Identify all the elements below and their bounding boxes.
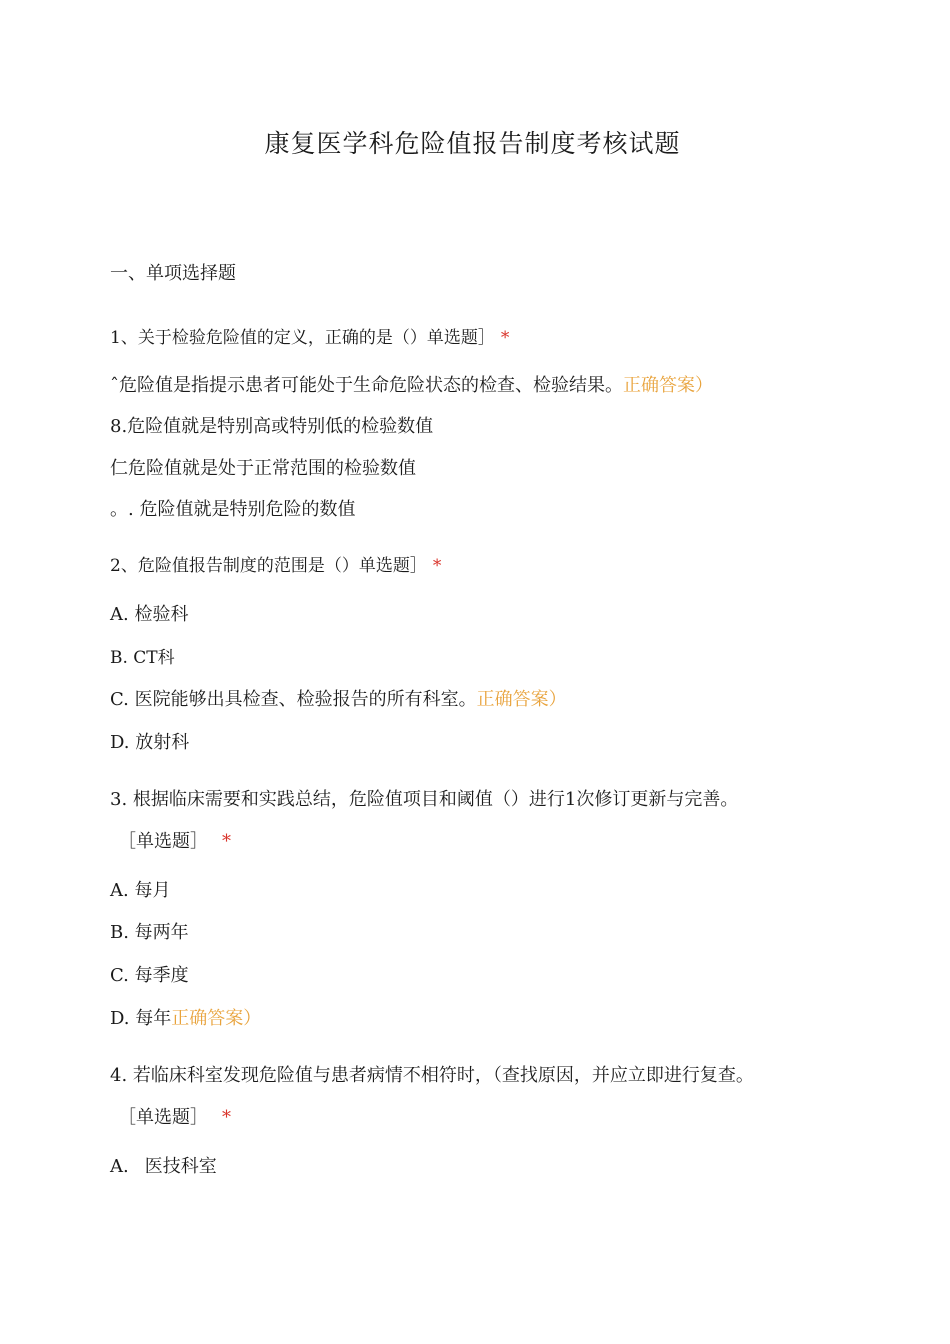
document-title: 康复医学科危险值报告制度考核试题 — [264, 129, 681, 158]
required-mark: * — [222, 831, 231, 852]
option-text: D. 每年 — [110, 1008, 172, 1029]
required-mark: * — [432, 556, 442, 576]
question-1-option-b — [110, 415, 433, 439]
option-text: A. 检验科 — [110, 604, 189, 625]
option-text: C. 每季度 — [110, 965, 189, 986]
question-stem-text: 1、关于检验危险值的定义，正确的是（）单选题］ — [110, 328, 495, 348]
option-text: 。. 危险值就是特别危险的数值 — [110, 499, 356, 520]
question-stem-text: 2、危险值报告制度的范围是（）单选题］ — [110, 556, 427, 576]
question-3-option-c — [110, 964, 189, 988]
required-mark: * — [500, 328, 510, 348]
option-text: C. 医院能够出具检查、检验报告的所有科室。 — [110, 689, 477, 710]
question-4-option-a — [110, 1155, 217, 1179]
question-type-tag: ［单选题］ — [118, 831, 208, 852]
option-label: A. — [110, 1156, 129, 1177]
correct-answer-note: 正确答案） — [171, 1008, 262, 1029]
option-text: ˆ危险值是指提示患者可能处于生命危险状态的检查、检验结果。 — [110, 375, 623, 396]
question-4-type-tag — [118, 1106, 231, 1130]
question-4-stem: 4. 若临床科室发现危险值与患者病情不相符时，（查找原因，并应立即进行复查。 — [110, 1065, 754, 1086]
question-1-option-a — [110, 374, 713, 398]
section-heading: 一、单项选择题 — [110, 263, 236, 284]
option-text: A. 每月 — [110, 880, 171, 901]
option-text: 8.危险值就是特别高或特别低的检验数值 — [110, 416, 434, 437]
question-2-option-c — [110, 688, 567, 712]
option-text: 仁危险值就是处于正常范围的检验数值 — [110, 458, 416, 479]
option-text: B. CT科 — [110, 648, 175, 668]
question-2-option-d — [110, 731, 189, 755]
option-text: B. 每两年 — [110, 922, 189, 943]
correct-answer-note: 正确答案） — [476, 689, 567, 710]
required-mark: * — [222, 1107, 231, 1128]
question-2-option-a — [110, 603, 188, 627]
option-text: D. 放射科 — [110, 732, 190, 753]
question-2-stem — [110, 554, 441, 578]
question-3-option-d — [110, 1007, 261, 1031]
question-3-stem: 3. 根据临床需要和实践总结，危险值项目和阈值（）进行1次修订更新与完善。 — [110, 789, 739, 810]
correct-answer-note: 正确答案） — [623, 375, 713, 396]
question-3-option-b — [110, 921, 189, 945]
question-1-stem — [110, 326, 509, 350]
option-text: 医技科室 — [144, 1156, 217, 1177]
question-3-option-a — [110, 879, 170, 903]
question-1-option-c — [110, 457, 416, 481]
question-3-type-tag — [118, 830, 231, 854]
question-type-tag: ［单选题］ — [118, 1107, 208, 1128]
question-1-option-d — [110, 498, 355, 522]
question-2-option-b — [110, 646, 175, 670]
